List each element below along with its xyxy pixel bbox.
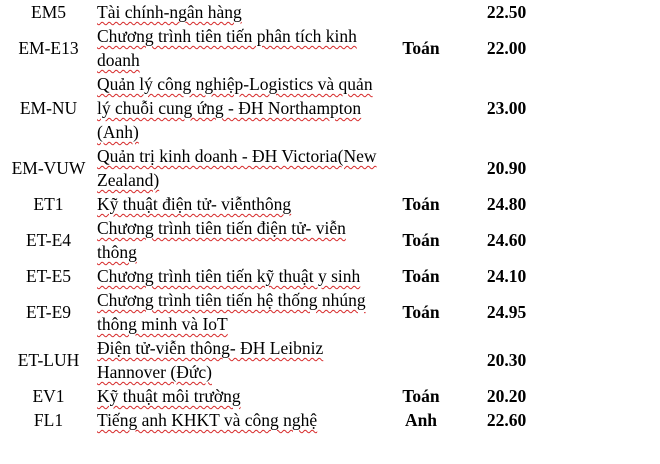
main-subject [389,336,453,384]
table-row [0,408,560,432]
cutoff-score: 23.00 [486,98,527,118]
program-name: Quản lý công nghiệp-Logistics và quản lý chuỗi cung ứng - ĐH Northampton (Anh) [97,74,373,142]
main-subject: Anh [404,410,438,430]
main-subject: Toán [402,230,440,250]
program-code: ET-E4 [25,230,72,250]
cutoff-score: 24.95 [486,302,527,322]
cutoff-score: 22.60 [486,410,527,430]
cutoff-score: 24.80 [486,194,527,214]
program-code: EM5 [31,2,66,22]
program-code: EM-E13 [18,38,79,58]
main-subject: Toán [402,302,440,322]
program-name: Chương trình tiên tiến kỹ thuật y sinh [97,266,361,286]
program-name: Kỹ thuật điện tử- viễnthông [97,194,292,214]
program-code: EM-NU [19,98,78,118]
program-code: EM-VUW [11,158,86,178]
program-name: Điện tử-viễn thông- ĐH Leibniz Hannover (Đức) [97,338,324,382]
table-row [0,72,560,144]
cutoff-score: 22.00 [486,38,527,58]
program-code: ET-E9 [25,302,72,322]
program-name: Tiếng anh KHKT và công nghệ [97,410,318,430]
table-row [0,336,560,384]
program-name: Tài chính-ngân hàng [97,2,242,22]
program-code: ET-E5 [25,266,72,286]
main-subject: Toán [402,194,440,214]
main-subject [389,144,453,192]
program-code: EV1 [32,386,65,406]
main-subject [389,0,453,24]
main-subject [389,72,453,144]
cutoff-score: 20.90 [486,158,527,178]
cutoff-score: 22.50 [486,2,527,22]
program-name: Kỹ thuật môi trường [97,386,241,406]
table-row [0,264,560,288]
program-code: ET1 [33,194,64,214]
program-name: Chương trình tiên tiến hệ thống nhúng thông minh và IoT [97,290,366,334]
table-row [0,192,560,216]
cutoff-score: 24.60 [486,230,527,250]
table-row [0,384,560,408]
main-subject: Toán [402,266,440,286]
table-row [0,216,560,264]
program-code: FL1 [33,410,64,430]
table-row [0,144,560,192]
table-row [0,24,560,72]
cutoff-score: 24.10 [486,266,527,286]
program-name: Quản trị kinh doanh - ĐH Victoria(New Zealand) [97,146,377,190]
main-subject: Toán [402,386,440,406]
program-name: Chương trình tiên tiến điện tử- viễn thông [97,218,346,262]
main-subject: Toán [402,38,440,58]
table-row [0,288,560,336]
program-code: ET-LUH [17,350,80,370]
cutoff-score: 20.20 [486,386,527,406]
table-row [0,0,560,24]
program-name: Chương trình tiên tiến phân tích kinh doanh [97,26,357,70]
cutoff-score: 20.30 [486,350,527,370]
